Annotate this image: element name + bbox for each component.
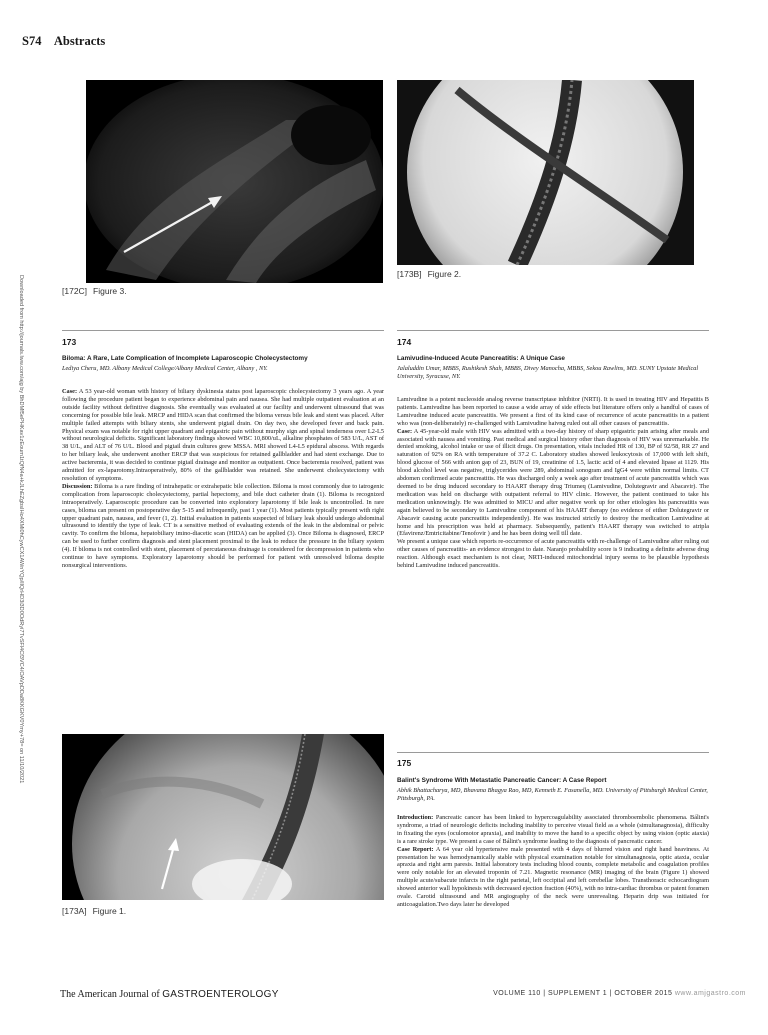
figure-172c-caption: [172C] Figure 3. bbox=[62, 286, 127, 296]
figure-173a-image bbox=[62, 734, 384, 900]
article-173-title: Biloma: A Rare, Late Complication of Incomplete Laparoscopic Cholecystectomy bbox=[62, 355, 308, 362]
article-173-authors: Lediya Cheru, MD. Albany Medical College/Albany Medical Center, Albany , NY. bbox=[62, 365, 268, 372]
page-header bbox=[22, 34, 105, 49]
issue-info bbox=[493, 990, 746, 997]
download-notice: Downloaded from http://journals.lww.com/ajg by BhDMf5ePHKav1zEoum1tQfN4a+kJLhEZgbsIHo4XMi0hCywCX1AWnYQp/IlQrHD3i3D0OdRyi7TvSFl4Cf3VC4/OAVpDDa8KKGKV0Ymy+78= on 11/10/2021 bbox=[18, 275, 24, 784]
article-175-rule bbox=[397, 752, 709, 753]
article-173-rule bbox=[62, 330, 384, 331]
website-link[interactable]: www.amjgastro.com bbox=[674, 990, 746, 997]
figure-173a-caption: [173A] Figure 1. bbox=[62, 906, 127, 916]
article-175-authors: Abhik Bhattacharya, MD, Bhavana Bhagya Rao, MD, Kenneth E. Fasanella, MD. University of Pittsburgh Medical Center, Pittsburgh, PA. bbox=[397, 787, 708, 802]
article-174-body bbox=[397, 396, 709, 570]
article-174-intro: Lamivudine is a potent nucleoside analog reverse transcriptase inhibitor (NRTI). It is used in treating HIV and Hepatitis B patients. Lamivudine has been reported to cause a wide array of side effects but literature offers only a handful of cases of Lamivudine induced acute pancreatitis. We present a first of its kind case of recurrence of acute pancreatitis in a patient who was (non-deliberately) re-challenged with Lamivudine haivng ruled out all other causes of pancreatitis. bbox=[397, 396, 709, 427]
journal-name: The American Journal of GASTROENTEROLOGY bbox=[60, 989, 279, 1000]
article-174-authors: Jalaluddin Umar, MBBS, Rushikesh Shah, MBBS, Divey Manocha, MBBS, Sekou Rawlins, MD. SUNY Upstate Medical University, Syracuse, NY. bbox=[397, 365, 699, 380]
article-174-closing: We present a unique case which reports re-occurrence of acute pancreatitis with re-challenge of Lamivudine after ruling out other causes of pancreatitis- an evidence strongest to date. Naranjo probability score is 9 indicating a definite adverse drug reaction. Although exact mechanism is not clear, NRTI-induced mitochondrial injury seems to be plausible hypothesis behind Lamivudine induced pancreatitis. bbox=[397, 538, 709, 570]
article-174-rule bbox=[397, 330, 709, 331]
figure-173b-caption: [173B] Figure 2. bbox=[397, 269, 462, 279]
article-175-body bbox=[397, 814, 709, 909]
download-sidebar bbox=[14, 275, 28, 1035]
article-173-discussion: Discussion: Biloma is a rare finding of intrahepatic or extrahepatic bile collection. Biloma is most commonly due to iatrogenic complication from laparoscopic cholecystectomy, partial hepectomy, and bile duct catheter drain (1). Biloma is recognized intraoperatively. Laparoscopic procedure can be converted into exploratory laparotomy if bile leak is uncontrolled. In rare cases, biloma can present on postoperative day 5-15 and infrequently, past 1 year (1). Most patients typically present with right upper quadrant pain, nausea, and fever (1, 2). Initial evaluation in patients suspected of biliary leak should undergo abdominal ultrasound to identify the type of leak. CT is a sensitive method of evaluating extends of the leak in the abdominal or pelvic cavity. To confirm the biloma, hepatobiliary imino-diacetic scan (HIDA) can be applied (3). Once Biloma is diagnosed, ERCP can be used to further confirm diagnosis and stent placement proximal to the leak to reduce the pressure in the biliary system (4). If biloma is not controlled with stent, placement of percutaneous drainage is considered for decompression in patients who continue to have symptoms. Exploratory laparotomy should be performed for patient with unresolved biloma despite nonsurgical interventions. bbox=[62, 482, 384, 569]
article-174-case: Case: A 45-year-old male with HIV was admitted with a two-day history of sharp epigastric pain arising after meals and associated with nausea and vomiting. Past medical and surgical history other than diagnosis of HIV was unremarkable. He denied smoking, alcohol intake or use of illicit drugs. On presentation, vitals included HR of 130, BP of 92/58, RR 27 and saturation of 92% on RA with temperature of 37.2 C. Laboratory studies showed leukocytosis of 17,000 with left shift, blood glucose of 566 with anion gap of 23, BUN of 19, creatinine of 1.5, lactic acid of 4 and elevated lipase at 1129. His blood alcohol level was negative, triglycerides were 289, abdominal sonogram and IgG4 were within normal limits. CT abdomen confirmed acute pancreatitis. He was discharged only a week ago after treatment of acute pancreatitis which was deemed to be drug induced secondary to HAART therapy drug Triumeq (Lamivudine, Dolutegravir and Abacavir). The medication was held on discharge with outpatient referral to HIV clinic. However, the patient continued to take his medication unknowingly. He was admitted to MICU and after negative work up for other etiologies his pancreatitis was again believed to be secondary to Lamivudine component of his HAART therapy (no evidence of either Dolutegravir or Abacavir causing acute pancreatitis independently). He was instructed strictly to destroy the medication Lamivudine at home and his prescription was held at pharmacy. Subsequently, patient's HAART therapy was switched to atripla (Efavirenz/Emtricitabine/Tenofovir ) and he has been doing well till date. bbox=[397, 427, 709, 538]
article-175-case: Case Report: A 64 year old hypertensive male presented with 4 days of blurred vision and right hand heaviness. At presentation he was hemodynamically stable with physical examination notable for simultanagnosia, optic ataxia, ocular apraxia and right arm paresis. Initial laboratory tests including blood counts, complete metabolic and coagulation profiles were only notable for an elevated troponin of 7.21. Magnetic resonance (MR) imaging of the brain (Figure 1) showed multiple acute/subacute infarcts in the right parietal, left occipital and left cerebellar lobes. Transthoracic echocardiogram showed anterior wall hypokinesis with decreased ejection fraction (40%), with no intra-cardiac thrombus or patent foramen ovale. Carotid ultrasound and MR angiography of the neck were unrevealing. Heparin drip was initiated for anticoagulation.Two days later he developed bbox=[397, 845, 710, 908]
article-173-case: Case: A 53 year-old woman with history of biliary dyskinesia status post laparoscopic cholecystectomy 3 years ago. A year following the procedure patient began to experience abdominal pain and nausea. She had multiple outpatient evaluation at an outside facility without definitive diagnosis. She eventually was evaluated at our facility and underwent ultrasound that was concerning for possible bile leak. MRCP and HIDA scan that confirmed the biloma versus bile leak and stent was placed. After multiple failed attempts with biliary stents, she underwent pigtail drain. On day two, she developed fever and back pain. Physical exam was notable for right upper quadrant and epigastric pain without murphy sign and spinal tenderness over L2-L5 without neurological deficits. Significant laboratory findings showed WBC 10,800/uL, alkaline phosphates of 583 U/L, AST of 38 U/L, and ALT of 76 U/L. Blood and pigtail drain cultures grew MSSA. MRI showed L4-L5 epidural abscess. With regards to her biliary leak, she underwent another ERCP that was suspicious for retained gallbladder and had stent exchange. Due to active bacteremia, it was decided to continue pigtail drainage and monitor as outpatient. Once bacteremia resolved, patient was admitted for ex-laparotomy.Intraoperatively, 80% of the gallbladder was retained. She underwent cholecystectomy with resolution of symptoms. bbox=[62, 388, 384, 482]
article-173-body bbox=[62, 388, 384, 570]
article-174-title: Lamivudine-Induced Acute Pancreatitis: A Unique Case bbox=[397, 355, 565, 362]
figure-172c-image bbox=[86, 80, 383, 283]
article-175-intro: Introduction: Pancreatic cancer has been linked to hypercoagulability associated thromboembolic phenomena. Bálint's syndrome, a triad of neurologic deficits including inability to perceive visual field as a whole (simultanagnosia), difficulty in fixating the eyes (oculomotor apraxia), and inability to move the hand to a specific object by using vision (optic ataxia) is a rare stroke type. We present a case of Bálint's syndrome leading to the diagnosis of pancreatic cancer. bbox=[397, 814, 709, 845]
article-174-number: 174 bbox=[397, 337, 412, 347]
page-number: S74 bbox=[22, 34, 42, 48]
figure-173b-image bbox=[397, 80, 694, 265]
section-title: Abstracts bbox=[53, 34, 106, 48]
article-175-number: 175 bbox=[397, 758, 412, 768]
article-173-number: 173 bbox=[62, 337, 77, 347]
volume-info: VOLUME 110 | SUPPLEMENT 1 | OCTOBER 2015 bbox=[493, 990, 673, 997]
article-175-title: Balint's Syndrome With Metastatic Pancreatic Cancer: A Case Report bbox=[397, 777, 607, 784]
